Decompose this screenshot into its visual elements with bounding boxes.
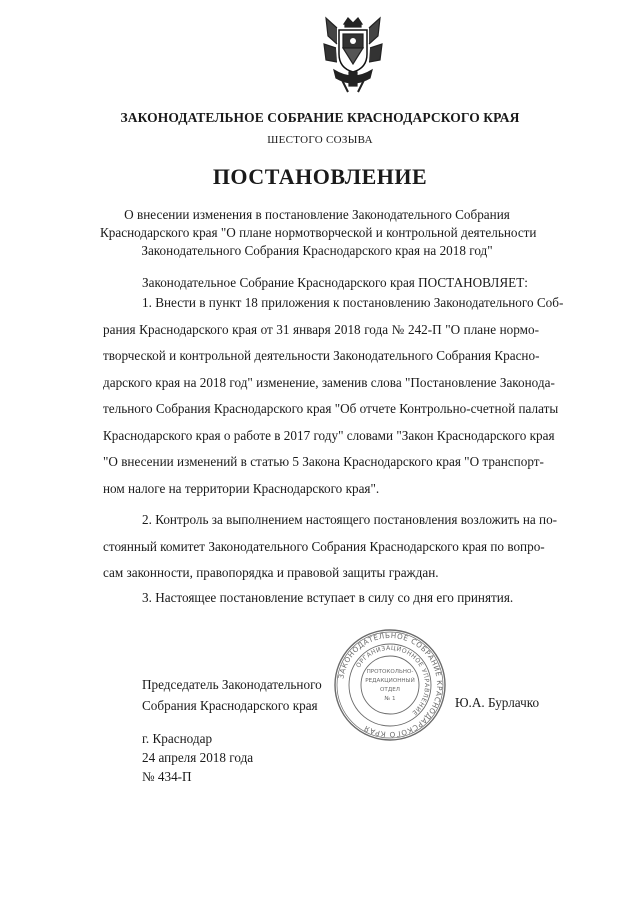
signer-position-line: Собрания Краснодарского края (142, 698, 318, 713)
signer-position-line: Председатель Законодательного (142, 677, 322, 692)
subject-line: О внесении изменения в постановление Законодательного Собрания (124, 207, 510, 222)
paragraph-line: рания Краснодарского края от 31 января 2018 года № 242-П "О плане нормо- (103, 321, 539, 337)
document-subject (100, 206, 537, 260)
document-number: № 434-П (142, 769, 192, 784)
paragraph-3 (103, 585, 539, 612)
krasnodar-coat-of-arms-icon (322, 14, 384, 96)
paragraph-2 (103, 507, 558, 587)
paragraph-1 (103, 290, 564, 502)
paragraph-line: 1. Внести в пункт 18 приложения к постановлению Законодательного Соб- (142, 295, 564, 310)
paragraph-line: "О внесении изменений в статью 5 Закона Краснодарского края "О транспорт- (103, 454, 544, 469)
convocation-label: ШЕСТОГО СОЗЫВА (267, 134, 373, 146)
paragraph-line: ном налоге на территории Краснодарского края". (103, 480, 380, 496)
svg-text:РЕДАКЦИОННЫЙ: РЕДАКЦИОННЫЙ (365, 678, 415, 684)
paragraph-line: 2. Контроль за выполнением настоящего постановления возложить на по- (142, 512, 558, 527)
signer-position (142, 674, 322, 716)
paragraph-line: Краснодарского края о работе в 2017 году" словами "Закон Краснодарского края (103, 427, 555, 443)
preamble: Законодательное Собрание Краснодарского края ПОСТАНОВЛЯЕТ: (142, 275, 528, 290)
document-footer (142, 729, 253, 786)
svg-text:ОТДЕЛ: ОТДЕЛ (380, 687, 400, 693)
paragraph-line: стоянный комитет Законодательного Собрания Краснодарского края по вопро- (103, 538, 545, 554)
organization-title: ЗАКОНОДАТЕЛЬНОЕ СОБРАНИЕ КРАСНОДАРСКОГО КРАЯ (120, 110, 520, 125)
subject-line: Законодательного Собрания Краснодарского края на 2018 год" (141, 243, 493, 258)
subject-line: Краснодарского края "О плане нормотворческой и контрольной деятельности (100, 225, 537, 240)
svg-text:ПРОТОКОЛЬНО-: ПРОТОКОЛЬНО- (366, 669, 414, 675)
paragraph-line: тельного Собрания Краснодарского края "Об отчете Контрольно-счетной палаты (103, 401, 559, 416)
document-type-title: ПОСТАНОВЛЕНИЕ (212, 164, 428, 189)
svg-text:ОРГАНИЗАЦИОННОЕ УПРАВЛЕНИЕ: ОРГАНИЗАЦИОННОЕ УПРАВЛЕНИЕ (355, 644, 431, 717)
paragraph-line: сам законности, правопорядка и правовой защиты граждан. (103, 565, 439, 580)
round-seal-icon (333, 628, 447, 742)
city: г. Краснодар (142, 731, 213, 746)
date: 24 апреля 2018 года (142, 750, 254, 765)
svg-text:№ 1: № 1 (384, 696, 396, 702)
svg-text:ЗАКОНОДАТЕЛЬНОЕ СОБРАНИЕ КРАСН: ЗАКОНОДАТЕЛЬНОЕ СОБРАНИЕ КРАСНОДАРСКОГО КРАЯ (336, 630, 445, 740)
paragraph-line: 3. Настоящее постановление вступает в силу со дня его принятия. (142, 590, 514, 605)
signer-name: Ю.А. Бурлачко (455, 695, 540, 710)
paragraph-line: дарского края на 2018 год" изменение, заменив слова "Постановление Законода- (103, 374, 555, 390)
paragraph-line: творческой и контрольной деятельности Законодательного Собрания Красно- (103, 348, 540, 363)
